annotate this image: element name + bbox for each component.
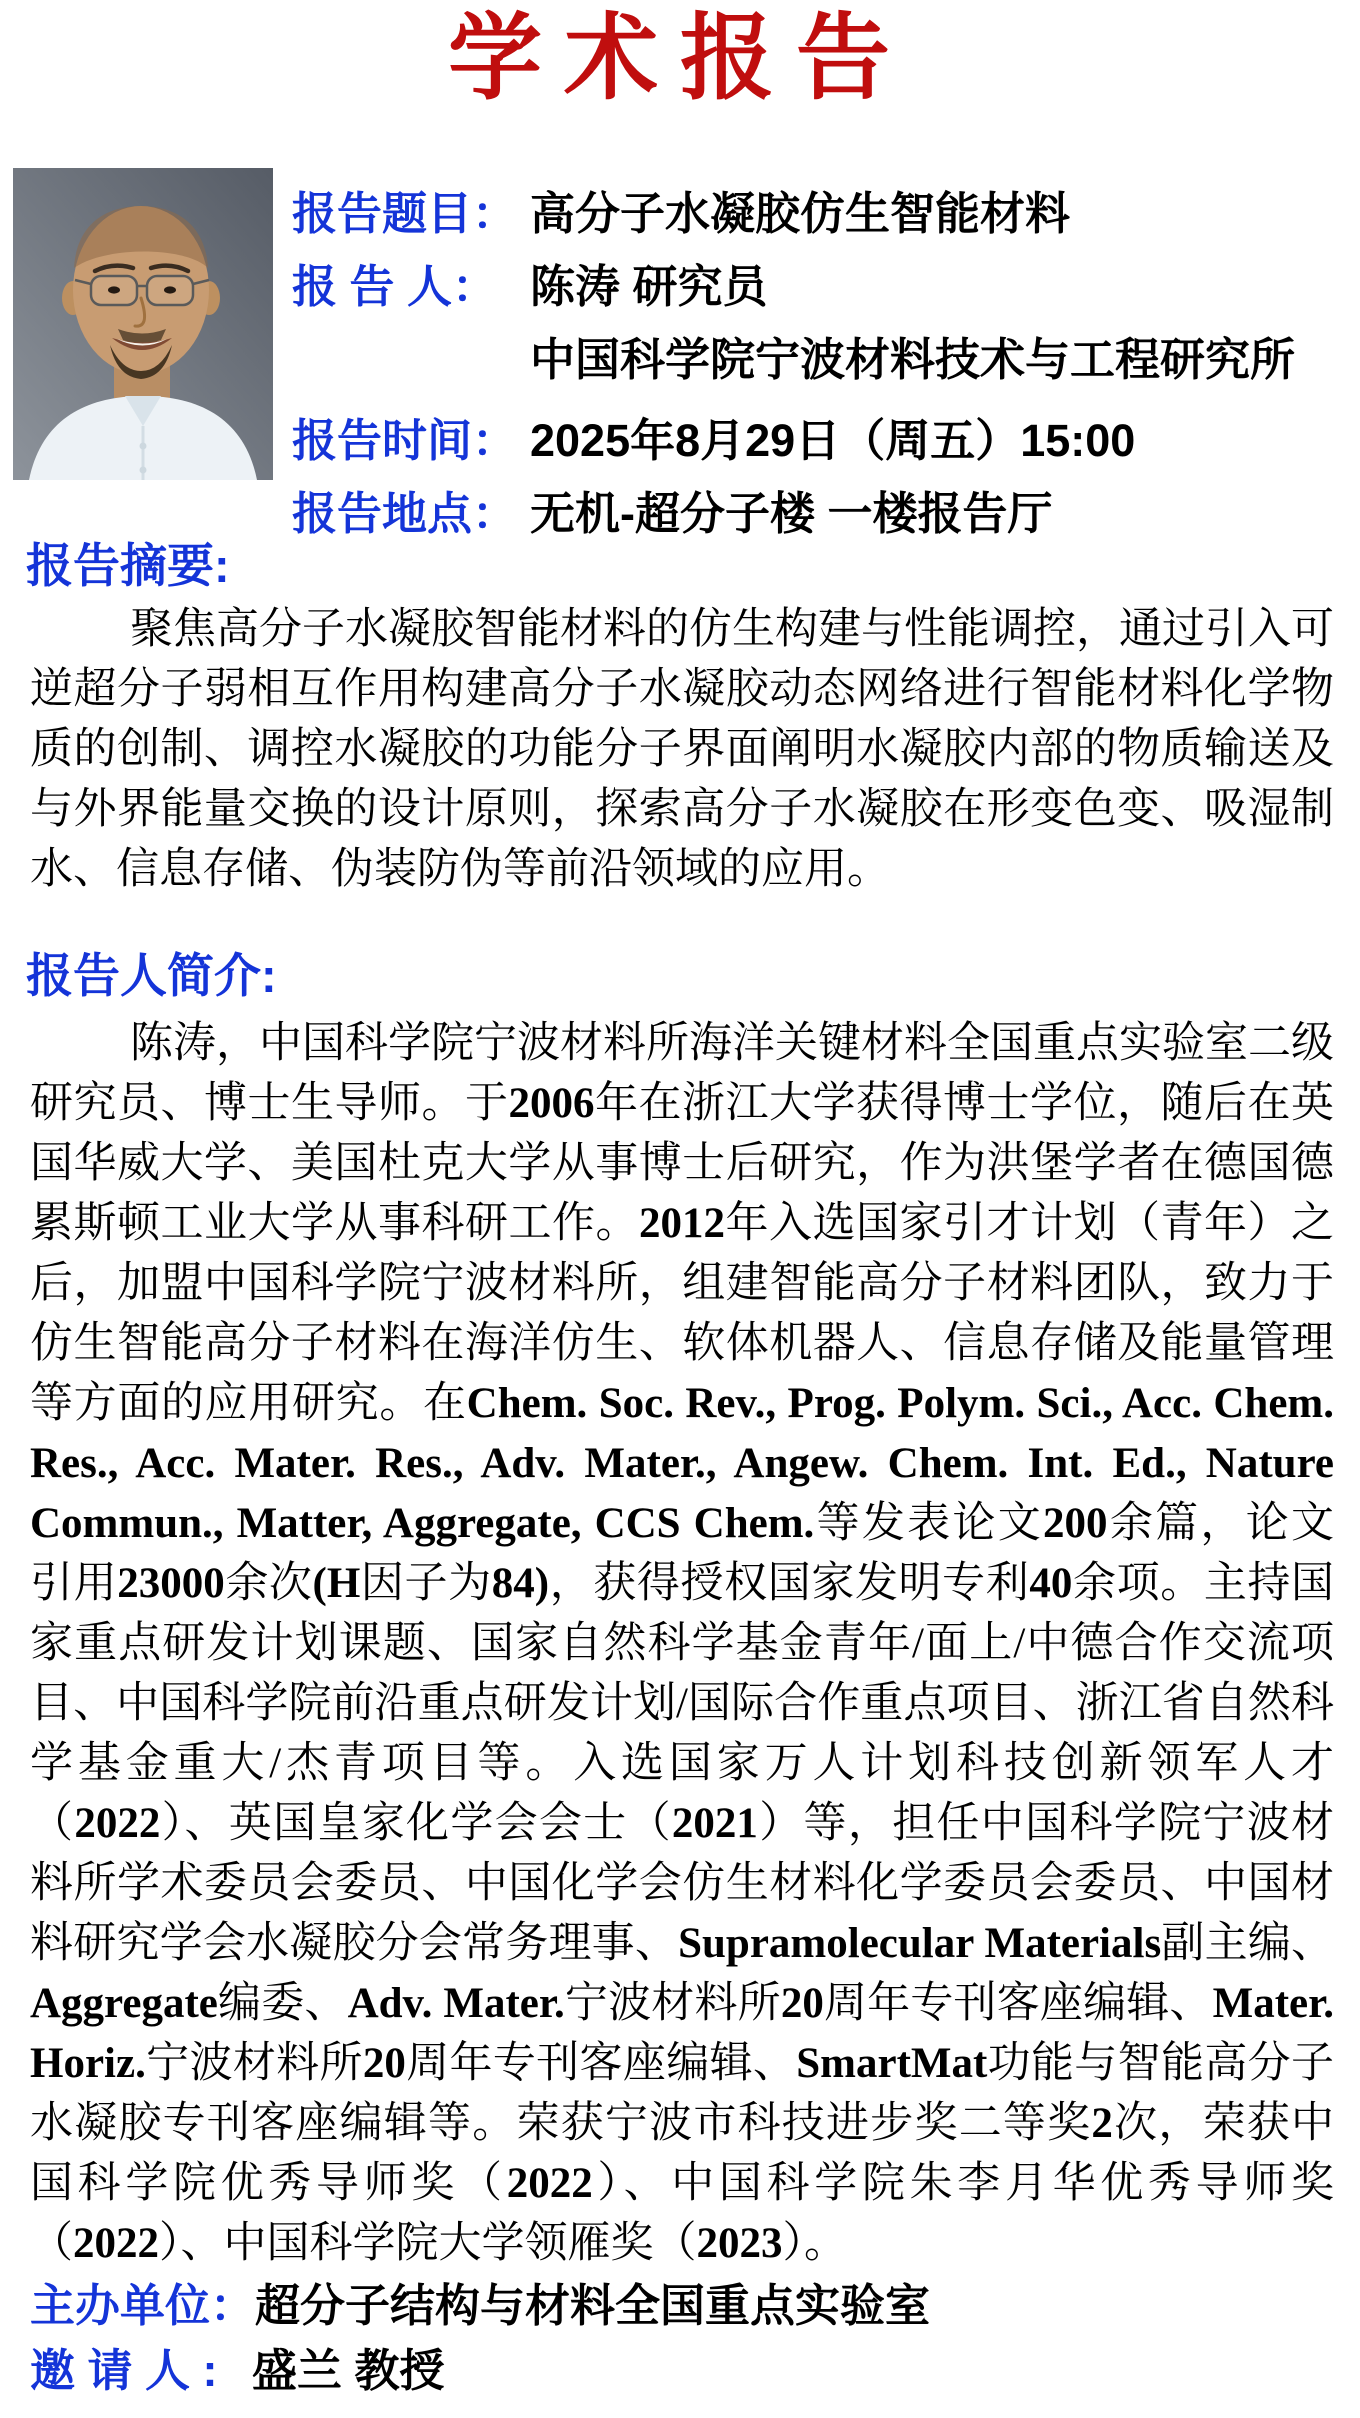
time-label: 报告时间： [292,415,518,466]
location-value: 无机-超分子楼 一楼报告厅 [530,488,1053,539]
speaker-label: 报 告 人： [292,261,498,312]
speaker-photo [13,168,273,480]
field-row-inviter [30,2343,1334,2408]
speaker-photo-graphic [13,168,273,480]
header-fields [292,185,1354,558]
field-row-topic [292,185,1354,258]
page-title: 学术报告 [447,3,912,113]
topic-value: 高分子水凝胶仿生智能材料 [530,188,1071,239]
location-label: 报告地点： [292,488,518,539]
inviter-value: 盛兰 教授 [252,2345,445,2396]
field-row-location [292,485,1354,558]
eye-right [164,286,176,293]
bio-heading: 报告人简介: [26,949,277,1002]
time-value: 2025年8月29日（周五）15:00 [530,415,1136,466]
topic-label: 报告题目： [292,188,518,239]
speaker-value: 陈涛 研究员 [530,261,768,312]
field-row-speaker [292,258,1354,331]
abstract-heading: 报告摘要: [26,539,230,592]
field-row-organizer [30,2278,1334,2343]
eye-left [108,286,120,293]
footer-fields [30,2278,1334,2408]
organizer-label: 主办单位： [30,2280,256,2331]
field-row-affiliation [292,331,1354,404]
bio-body: 陈涛，中国科学院宁波材料所海洋关键材料全国重点实验室二级研究员、博士生导师。于2006年在浙江大学获得博士学位，随后在英国华威大学、美国杜克大学从事博士后研究，作为洪堡学者在德国德累斯顿工业大学从事科研工作。2012年入选国家引才计划（青年）之后，加盟中国科学院宁波材料所，组建智能高分子材料团队，致力于仿生智能高分子材料在海洋仿生、软体机器人、信息存储及能量管理等方面的应用研究。在Chem. Soc. Rev., Prog. Polym. Sci., Acc. Chem. Res., Acc. Mater. Res., Adv. Mater., Angew. Chem. Int. Ed., Nature Commun., Matter, Aggregate, CCS Chem.等发表论文200余篇，论文引用23000余次(H因子为84)，获得授权国家发明专利40余项。主持国家重点研发计划课题、国家自然科学基金青年/面上/中德合作交流项目、中国科学院前沿重点研发计划/国际合作重点项目、浙江省自然科学基金重大/杰青项目等。入选国家万人计划科技创新领军人才（2022）、英国皇家化学会会士（2021）等，担任中国科学院宁波材料所学术委员会委员、中国化学会仿生材料化学委员会委员、中国材料研究学会水凝胶分会常务理事、Supramolecular Materials副主编、Aggregate编委、Adv. Mater.宁波材料所20周年专刊客座编辑、Mater. Horiz.宁波材料所20周年专刊客座编辑、SmartMat功能与智能高分子水凝胶专刊客座编辑等。荣获宁波市科技进步奖二等奖2次，荣获中国科学院优秀导师奖（2022）、中国科学院朱李月华优秀导师奖（2022）、中国科学院大学领雁奖（2023）。 [30,1020,1335,2267]
field-row-time [292,412,1354,485]
affiliation-value: 中国科学院宁波材料技术与工程研究所 [530,334,1296,385]
abstract-body: 聚焦高分子水凝胶智能材料的仿生构建与性能调控，通过引入可逆超分子弱相互作用构建高分子水凝胶动态网络进行智能材料化学物质的创制、调控水凝胶的功能分子界面阐明水凝胶内部的物质输送及与外界能量交换的设计原则，探索高分子水凝胶在形变色变、吸湿制水、信息存储、伪装防伪等前沿领域的应用。 [30,606,1334,893]
inviter-label: 邀 请 人 : [30,2345,218,2396]
organizer-value: 超分子结构与材料全国重点实验室 [255,2280,931,2331]
